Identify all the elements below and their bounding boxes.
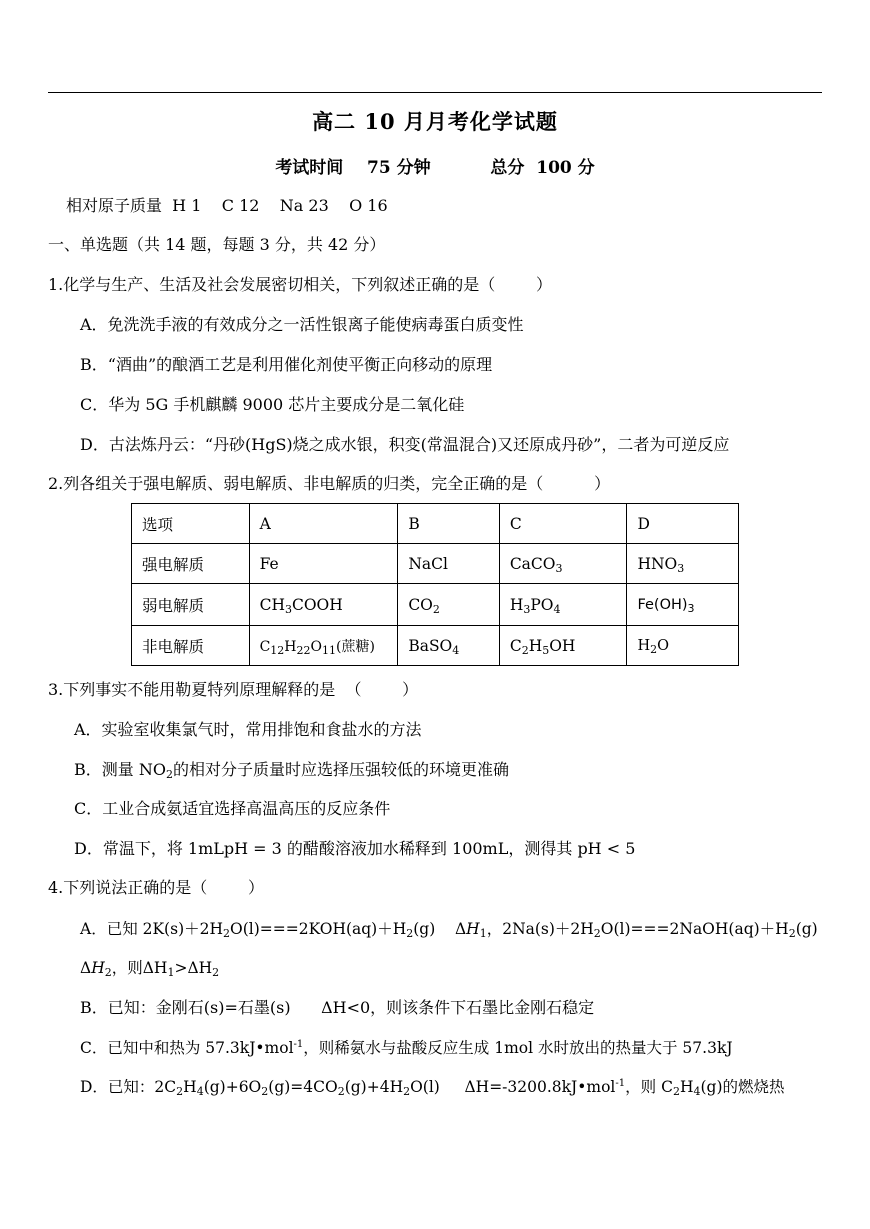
table-row xyxy=(132,544,739,584)
table-row xyxy=(132,584,739,626)
q4-option-b: B．已知：金刚石(s)=石墨(s) ΔH<0，则该条件下石墨比金刚石稳定 xyxy=(80,998,595,1017)
table-cell: $C_2H_5OH$ xyxy=(499,626,627,666)
q3-option-a: A．实验室收集氯气时，常用排饱和食盐水的方法 xyxy=(74,720,422,739)
row-label: 非电解质 xyxy=(132,626,250,666)
table-cell: $H_2O$ xyxy=(627,626,739,666)
time-value: 75 分钟 xyxy=(367,158,431,178)
table-cell: Fe xyxy=(249,544,398,584)
table-cell: $CH_3COOH$ xyxy=(249,584,398,626)
table-cell: NaCl xyxy=(398,544,500,584)
q4-option-a-line1: A．已知 $2K(s)+2H_2O(l)===2KOH(aq)+H_2(g)$ $\Delta H_1$，$2Na(s)+2H_2O(l)===2NaOH(aq)+H_2(g)$ xyxy=(80,920,818,940)
table-cell: $C_{12}H_{22}O_{11}$(蔗糖) xyxy=(249,626,398,666)
top-rule xyxy=(48,92,822,93)
q1-option-b: B．“酒曲”的酿酒工艺是利用催化剂使平衡正向移动的原理 xyxy=(80,355,493,374)
table-row xyxy=(132,626,739,666)
q3-stem: 3.下列事实不能用勒夏特列原理解释的是 （ ） xyxy=(48,680,419,699)
row-label: 强电解质 xyxy=(132,544,250,584)
q3-option-c: C．工业合成氨适宜选择高温高压的反应条件 xyxy=(74,799,391,818)
table-header-cell: C xyxy=(499,504,627,544)
q4-option-c: C．已知中和热为 57.3kJ•mol$^{-1}$，则稀氨水与盐酸反应生成 1mol 水时放出的热量大于 57.3kJ xyxy=(80,1039,733,1057)
table-cell: $CO_2$ xyxy=(398,584,500,626)
table-cell: $H_3PO_4$ xyxy=(499,584,627,626)
table-cell: $HNO_3$ xyxy=(627,544,739,584)
page-title: 高二 10 月月考化学试题 xyxy=(312,109,558,134)
q3-option-d: D．常温下，将 1mLpH = 3 的醋酸溶液加水稀释到 100mL，测得其 pH < 5 xyxy=(74,839,636,858)
q1-option-d: D．古法炼丹云：“丹砂(HgS)烧之成水银，积变(常温混合)又还原成丹砂”，二者为可逆反应 xyxy=(80,435,730,454)
q2-stem: 2.列各组关于强电解质、弱电解质、非电解质的归类，完全正确的是（ ） xyxy=(48,474,611,493)
electrolyte-table xyxy=(131,503,739,666)
row-label: 弱电解质 xyxy=(132,584,250,626)
table-header-cell: B xyxy=(398,504,500,544)
table-header-cell: 选项 xyxy=(132,504,250,544)
q4-option-a-line2: $\Delta H_2$，则$\Delta H_1>\Delta H_2$ xyxy=(80,959,220,979)
table-header-cell: D xyxy=(627,504,739,544)
section-heading: 一、单选题（共 14 题，每题 3 分，共 42 分） xyxy=(48,235,386,254)
total-label: 总分 xyxy=(490,158,525,178)
exam-info xyxy=(0,153,870,178)
table-header-cell: A xyxy=(249,504,398,544)
table-header-row xyxy=(132,504,739,544)
q3-option-b: B．测量 $NO_2$的相对分子质量时应选择压强较低的环境更准确 xyxy=(74,760,509,781)
time-label: 考试时间 xyxy=(275,158,344,178)
q1-option-c: C．华为 5G 手机麒麟 9000 芯片主要成分是二氧化硅 xyxy=(80,395,465,414)
table-cell: BaSO$_4$ xyxy=(398,626,500,666)
table-cell: $Fe(OH)_3$ xyxy=(627,584,739,626)
atomic-mass-line: 相对原子质量 H 1 C 12 Na 23 O 16 xyxy=(66,196,388,215)
q4-option-d: D．已知：$2C_2H_4(g)+6O_2(g)=4CO_2(g)+4H_2O(l)$ ΔH=-3200.8kJ•mol$^{-1}$，则 $C_2H_4(g)$的燃烧热 xyxy=(80,1078,785,1098)
total-value: 100 分 xyxy=(536,158,595,178)
q1-option-a: A．免洗洗手液的有效成分之一活性银离子能使病毒蛋白质变性 xyxy=(80,315,524,334)
q4-stem: 4.下列说法正确的是（ ） xyxy=(48,878,264,897)
table-cell: CaCO$_3$ xyxy=(499,544,627,584)
q1-stem: 1.化学与生产、生活及社会发展密切相关，下列叙述正确的是（ ） xyxy=(48,275,552,294)
